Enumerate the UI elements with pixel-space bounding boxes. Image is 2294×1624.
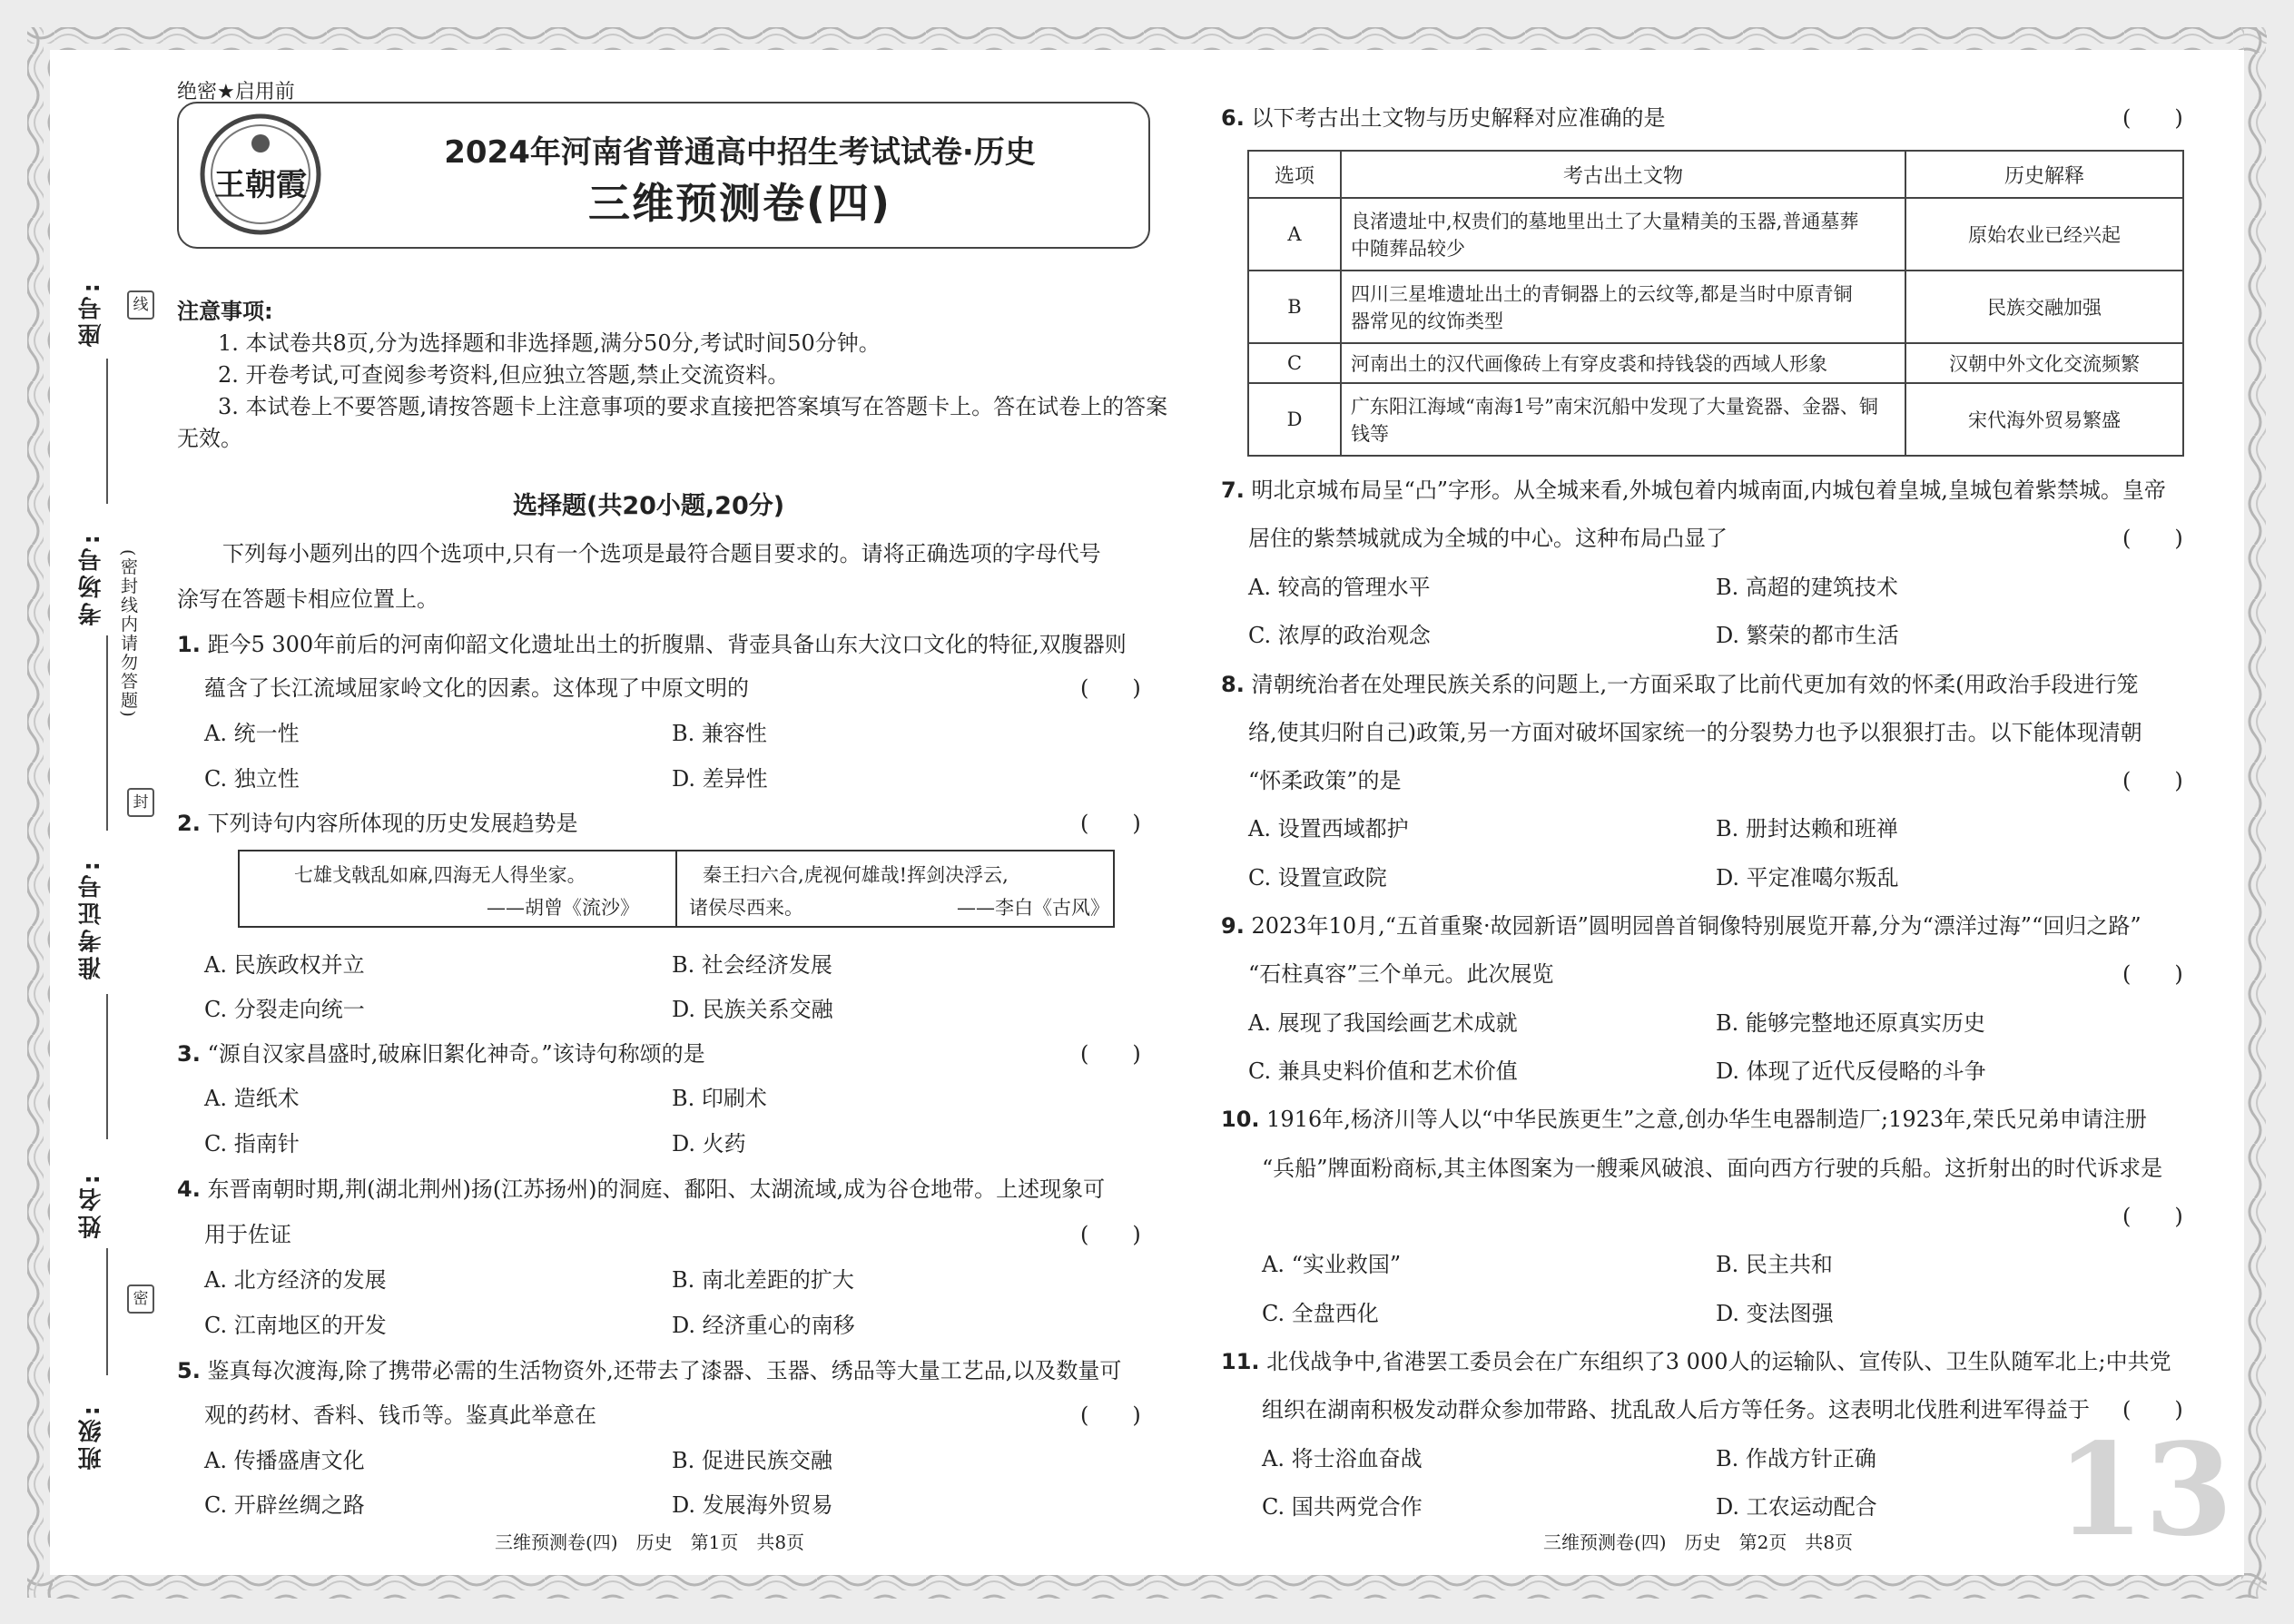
q9-option-c: C. 兼具史料价值和艺术价值	[1248, 1058, 1518, 1084]
question-9: 9. 2023年10月,“五首重聚·故园新语”圆明园兽首铜像特别展览开幕,分为“漂洋过海”“回归之路”	[1221, 913, 2141, 939]
question-8-cont: 络,使其归附自己)政策,另一方面对破坏国家统一的分裂势力也予以狠狠打击。以下能体现清朝	[1248, 720, 2142, 745]
q9-option-a: A. 展现了我国绘画艺术成就	[1248, 1010, 1518, 1036]
q2-option-d: D. 民族关系交融	[672, 997, 833, 1022]
q7-option-c: C. 浓厚的政治观念	[1248, 623, 1431, 648]
question-6: 6. 以下考古出土文物与历史解释对应准确的是	[1221, 105, 1666, 131]
q5-option-d: D. 发展海外贸易	[672, 1492, 833, 1518]
seal-line-mark: 线	[127, 290, 154, 320]
q5-option-b: B. 促进民族交融	[672, 1448, 832, 1473]
notice-item-2: 2. 开卷考试,可查阅参考资料,但应独立答题,禁止交流资料。	[218, 362, 790, 388]
exam-subtitle: 三维预测卷(四)	[587, 179, 892, 228]
answer-paren-4: ( )	[1080, 1222, 1141, 1247]
q9-option-d: D. 体现了近代反侵略的斗争	[1716, 1058, 1986, 1084]
answer-paren-3: ( )	[1080, 1041, 1141, 1067]
answer-paren-1: ( )	[1080, 675, 1141, 701]
exam-title: 2024年河南省普通高中招生考试试卷·历史	[444, 134, 1036, 171]
notice-item-3: 3. 本试卷上不要答题,请按答题卡上注意事项的要求直接把答案填写在答题卡上。答在试卷上的答案	[218, 394, 1168, 419]
notice-heading: 注意事项:	[177, 299, 273, 324]
section-intro: 下列每小题列出的四个选项中,只有一个选项是最符合题目要求的。请将正确选项的字母代号	[222, 541, 1101, 566]
question-8-cont-2: “怀柔政策”的是	[1248, 768, 1402, 793]
question-11-cont: 组织在湖南积极发动群众参加带路、扰乱敌人后方等任务。这表明北伐胜利进军得益于	[1262, 1397, 2090, 1422]
poem-divider	[675, 851, 677, 926]
q8-option-d: D. 平定准噶尔叛乱	[1716, 865, 1899, 891]
class-label: 班级:	[78, 1403, 105, 1471]
notice-item-1: 1. 本试卷共8页,分为选择题和非选择题,满分50分,考试时间50分钟。	[218, 330, 881, 356]
table-header: 考古出土文物	[1341, 151, 1905, 198]
poem-1: 七雄戈戟乱如麻,四海无人得坐家。	[294, 864, 586, 886]
poem-2-cont: 诸侯尽西来。	[689, 897, 803, 919]
q10-option-a: A. “实业救国”	[1262, 1252, 1402, 1277]
q11-option-a: A. 将士浴血奋战	[1262, 1446, 1423, 1471]
q3-option-a: A. 造纸术	[204, 1086, 300, 1111]
room-label: 考场号:	[78, 531, 105, 626]
table-cell-explanation: 民族交融加强	[1905, 271, 2183, 343]
logo-text: 王朝霞	[214, 167, 307, 203]
q1-option-b: B. 兼容性	[672, 721, 767, 746]
ticket-line	[106, 994, 108, 1139]
q2-option-c: C. 分裂走向统一	[204, 997, 365, 1022]
ticket-label: 准考证号:	[78, 858, 105, 980]
q4-option-a: A. 北方经济的发展	[204, 1267, 387, 1293]
answer-paren-10: ( )	[2122, 1204, 2183, 1229]
question-7-cont: 居住的紫禁城就成为全城的中心。这种布局凸显了	[1248, 526, 1728, 551]
q3-option-c: C. 指南针	[204, 1131, 300, 1156]
q11-option-c: C. 国共两党合作	[1262, 1494, 1423, 1520]
q9-option-b: B. 能够完整地还原真实历史	[1716, 1010, 1985, 1036]
poem-box	[238, 850, 1115, 928]
q8-option-b: B. 册封达赖和班禅	[1716, 816, 1898, 842]
name-line	[106, 1248, 108, 1375]
table-header-row	[1248, 151, 2183, 198]
q2-option-b: B. 社会经济发展	[672, 952, 832, 978]
q8-option-a: A. 设置西域都护	[1248, 816, 1409, 842]
section-intro-cont: 涂写在答题卡相应位置上。	[177, 586, 438, 612]
question-10: 10. 1916年,杨济川等人以“中华民族更生”之意,创办华生电器制造厂;1923年,荣氏兄弟申请注册	[1221, 1107, 2147, 1132]
question-4-cont: 用于佐证	[204, 1222, 291, 1247]
seat-label: 座号:	[78, 280, 105, 348]
room-line	[106, 635, 108, 831]
question-5: 5. 鉴真每次渡海,除了携带必需的生活物资外,还带去了漆器、玉器、绣品等大量工艺品,以及数量可	[177, 1358, 1122, 1383]
question-7: 7. 明北京城布局呈“凸”字形。从全城来看,外城包着内城南面,内城包着皇城,皇城包着紫禁城。皇帝	[1221, 477, 2166, 503]
question-4: 4. 东晋南朝时期,荆(湖北荆州)扬(江苏扬州)的洞庭、鄱阳、太湖流域,成为谷仓地带。上述现象可	[177, 1176, 1106, 1202]
page-mark-number: 13	[2056, 1416, 2233, 1565]
question-11: 11. 北伐战争中,省港罢工委员会在广东组织了3 000人的运输队、宣传队、卫生队随军北上;中共党	[1221, 1349, 2171, 1374]
q3-option-d: D. 火药	[672, 1131, 746, 1156]
q4-option-d: D. 经济重心的南移	[672, 1313, 855, 1338]
table-row	[1248, 383, 2183, 456]
publisher-logo	[186, 109, 336, 238]
q7-option-a: A. 较高的管理水平	[1248, 575, 1431, 600]
poem-2: 秦王扫六合,虎视何雄哉!挥剑决浮云,	[703, 864, 1009, 886]
table-cell-option: D	[1248, 383, 1341, 456]
notice-item-3-cont: 无效。	[177, 426, 242, 451]
table-cell-option: A	[1248, 198, 1341, 271]
q3-option-b: B. 印刷术	[672, 1086, 767, 1111]
seal-feng-mark: 封	[127, 788, 154, 817]
answer-paren-5: ( )	[1080, 1403, 1141, 1428]
question-1: 1. 距今5 300年前后的河南仰韶文化遗址出土的折腹鼎、背壶具备山东大汶口文化的特征,双腹器则	[177, 632, 1127, 657]
q4-option-c: C. 江南地区的开发	[204, 1313, 387, 1338]
q2-option-a: A. 民族政权并立	[204, 952, 365, 978]
relic-table	[1247, 150, 2184, 457]
q10-option-d: D. 变法图强	[1716, 1301, 1834, 1326]
answer-paren-7: ( )	[2122, 526, 2183, 551]
name-label: 姓名:	[78, 1171, 105, 1239]
q10-option-b: B. 民主共和	[1716, 1252, 1833, 1277]
table-header: 选项	[1248, 151, 1341, 198]
q1-option-c: C. 独立性	[204, 766, 300, 792]
table-row	[1248, 271, 2183, 343]
answer-paren-6: ( )	[2122, 105, 2183, 131]
footer-right: 三维预测卷(四) 历史 第2页 共8页	[1543, 1531, 1854, 1553]
confidential-label: 绝密★启用前	[177, 81, 295, 103]
q1-option-d: D. 差异性	[672, 766, 768, 792]
q11-option-d: D. 工农运动配合	[1716, 1494, 1877, 1520]
poem-2-source: ——李白《古风》	[957, 897, 1109, 919]
table-row	[1248, 198, 2183, 271]
question-8: 8. 清朝统治者在处理民族关系的问题上,一方面采取了比前代更加有效的怀柔(用政治手段进行笼	[1221, 672, 2139, 697]
answer-paren-11: ( )	[2122, 1397, 2183, 1422]
question-3: 3. “源自汉家昌盛时,破麻旧絮化神奇。”该诗句称颂的是	[177, 1041, 705, 1067]
poem-1-source: ——胡曾《流沙》	[487, 897, 639, 919]
table-cell-relic: 广东阳江海域“南海1号”南宋沉船中发现了大量瓷器、金器、铜 钱等	[1341, 383, 1905, 456]
table-cell-relic: 河南出土的汉代画像砖上有穿皮裘和持钱袋的西域人形象	[1341, 343, 1905, 383]
question-5-cont: 观的药材、香料、钱币等。鉴真此举意在	[204, 1403, 596, 1428]
seal-warning: (密封线内请勿答题)	[118, 549, 138, 719]
table-cell-option: B	[1248, 271, 1341, 343]
table-cell-option: C	[1248, 343, 1341, 383]
footer-left: 三维预测卷(四) 历史 第1页 共8页	[495, 1531, 805, 1553]
answer-paren-9: ( )	[2122, 961, 2183, 987]
table-row	[1248, 343, 2183, 383]
table-cell-relic: 四川三星堆遗址出土的青铜器上的云纹等,都是当时中原青铜 器常见的纹饰类型	[1341, 271, 1905, 343]
seal-mi-mark: 密	[127, 1284, 154, 1314]
seat-line	[106, 359, 108, 504]
table-header: 历史解释	[1905, 151, 2183, 198]
question-2: 2. 下列诗句内容所体现的历史发展趋势是	[177, 811, 578, 836]
table-cell-relic: 良渚遗址中,权贵们的墓地里出土了大量精美的玉器,普通墓葬 中随葬品较少	[1341, 198, 1905, 271]
question-1-cont: 蕴含了长江流域屈家岭文化的因素。这体现了中原文明的	[204, 675, 749, 701]
question-9-cont: “石柱真容”三个单元。此次展览	[1248, 961, 1554, 987]
table-cell-explanation: 汉朝中外文化交流频繁	[1905, 343, 2183, 383]
q7-option-b: B. 高超的建筑技术	[1716, 575, 1898, 600]
q1-option-a: A. 统一性	[204, 721, 300, 746]
q11-option-b: B. 作战方针正确	[1716, 1446, 1876, 1471]
question-10-cont: “兵船”牌面粉商标,其主体图案为一艘乘风破浪、面向西方行驶的兵船。这折射出的时代诉求是	[1262, 1156, 2163, 1181]
q10-option-c: C. 全盘西化	[1262, 1301, 1379, 1326]
table-cell-explanation: 原始农业已经兴起	[1905, 198, 2183, 271]
q5-option-c: C. 开辟丝绸之路	[204, 1492, 365, 1518]
table-cell-explanation: 宋代海外贸易繁盛	[1905, 383, 2183, 456]
q5-option-a: A. 传播盛唐文化	[204, 1448, 365, 1473]
q4-option-b: B. 南北差距的扩大	[672, 1267, 854, 1293]
q7-option-d: D. 繁荣的都市生活	[1716, 623, 1899, 648]
answer-paren-8: ( )	[2122, 768, 2183, 793]
answer-paren-2: ( )	[1080, 811, 1141, 836]
q8-option-c: C. 设置宣政院	[1248, 865, 1387, 891]
section-title: 选择题(共20小题,20分)	[513, 492, 785, 520]
